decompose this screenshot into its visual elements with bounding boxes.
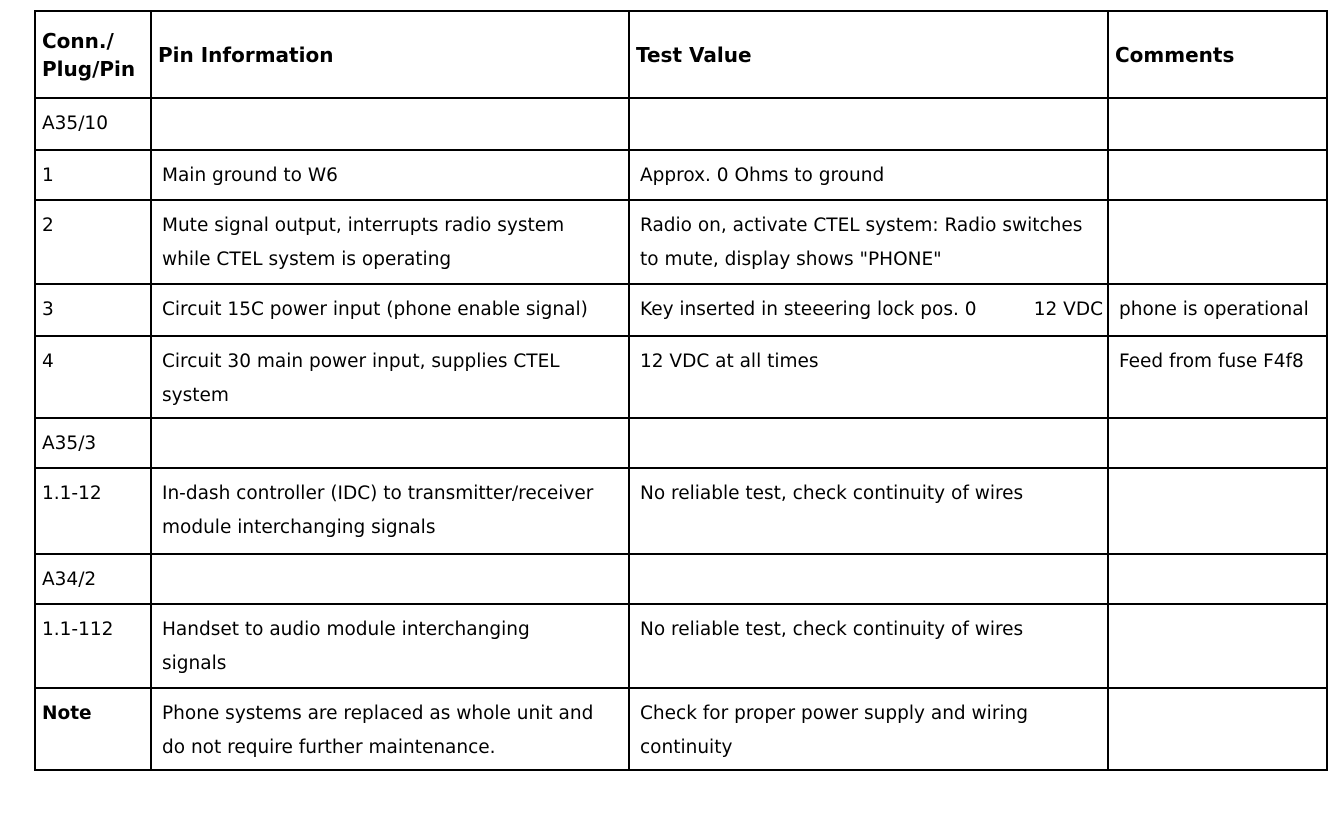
- pin-info-line: Circuit 15C power input (phone enable signal): [162, 299, 588, 320]
- table-row: [35, 336, 1327, 418]
- conn-cell: 1.1-12: [35, 468, 151, 554]
- pin-info-cell: [151, 418, 629, 468]
- pin-info-cell: [151, 284, 629, 336]
- table-row: [35, 98, 1327, 150]
- conn-cell: A35/10: [35, 98, 151, 150]
- pin-info-line: Circuit 30 main power input, supplies CTEL: [162, 351, 560, 372]
- pin-info-cell: [151, 604, 629, 688]
- test-value-cell: [629, 284, 1108, 336]
- conn-cell: Note: [35, 688, 151, 770]
- test-value-cell: [629, 554, 1108, 604]
- test-value-line: Check for proper power supply and wiring: [640, 703, 1029, 724]
- test-value-line: Radio on, activate CTEL system: Radio switches: [640, 215, 1083, 236]
- test-value-voltage: 12 VDC: [1033, 299, 1103, 320]
- test-value-line: 12 VDC at all times: [640, 351, 819, 372]
- pin-info-line: system: [162, 385, 229, 406]
- test-value-line: Approx. 0 Ohms to ground: [640, 165, 885, 186]
- header-conn-line1: Conn./: [42, 28, 114, 53]
- conn-cell: 4: [35, 336, 151, 418]
- pin-test-table: [34, 10, 1328, 771]
- table-row: [35, 468, 1327, 554]
- conn-cell: 1.1-112: [35, 604, 151, 688]
- pin-info-line: module interchanging signals: [162, 517, 436, 538]
- comments-cell: [1108, 150, 1327, 200]
- conn-cell: A35/3: [35, 418, 151, 468]
- pin-info-line: Phone systems are replaced as whole unit and: [162, 703, 594, 724]
- pin-info-line: while CTEL system is operating: [162, 249, 452, 270]
- test-value-cell: [629, 200, 1108, 284]
- conn-cell: A34/2: [35, 554, 151, 604]
- test-value-cell: [629, 336, 1108, 418]
- header-row: [35, 11, 1327, 98]
- comments-cell: phone is operational: [1108, 284, 1327, 336]
- pin-info-cell: [151, 688, 629, 770]
- test-value-condition: Key inserted in steeering lock pos. 0: [640, 299, 977, 320]
- conn-cell: 2: [35, 200, 151, 284]
- header-pin-information: Pin Information: [151, 11, 629, 98]
- pin-info-cell: [151, 200, 629, 284]
- pin-info-line: In-dash controller (IDC) to transmitter/receiver: [162, 483, 594, 504]
- pin-info-line: Mute signal output, interrupts radio system: [162, 215, 565, 236]
- pin-info-line: Handset to audio module interchanging: [162, 619, 530, 640]
- comments-cell: [1108, 200, 1327, 284]
- conn-cell: 1: [35, 150, 151, 200]
- header-conn-plug-pin: [35, 11, 151, 98]
- comments-cell: [1108, 418, 1327, 468]
- test-value-line: No reliable test, check continuity of wires: [640, 483, 1024, 504]
- conn-cell: 3: [35, 284, 151, 336]
- comments-cell: [1108, 688, 1327, 770]
- test-value-cell: [629, 418, 1108, 468]
- comments-cell: Feed from fuse F4f8: [1108, 336, 1327, 418]
- comments-cell: [1108, 468, 1327, 554]
- pin-info-line: Main ground to W6: [162, 165, 338, 186]
- test-value-line: [640, 293, 1107, 327]
- pin-info-line: signals: [162, 653, 227, 674]
- test-value-line: No reliable test, check continuity of wires: [640, 619, 1024, 640]
- pin-info-cell: [151, 150, 629, 200]
- comments-cell: [1108, 98, 1327, 150]
- pin-info-cell: [151, 554, 629, 604]
- pin-info-cell: [151, 468, 629, 554]
- test-value-line: to mute, display shows "PHONE": [640, 249, 942, 270]
- test-value-line: continuity: [640, 737, 733, 758]
- table-row: [35, 150, 1327, 200]
- test-value-cell: [629, 604, 1108, 688]
- header-test-value: Test Value: [629, 11, 1108, 98]
- comments-cell: [1108, 554, 1327, 604]
- header-comments: Comments: [1108, 11, 1327, 98]
- table-row: [35, 554, 1327, 604]
- table-row: [35, 284, 1327, 336]
- test-value-cell: [629, 98, 1108, 150]
- comments-cell: [1108, 604, 1327, 688]
- header-conn-line2: Plug/Pin: [42, 56, 136, 81]
- pin-info-line: do not require further maintenance.: [162, 737, 496, 758]
- table-row: [35, 688, 1327, 770]
- table-row: [35, 418, 1327, 468]
- table-row: [35, 604, 1327, 688]
- pin-info-cell: [151, 98, 629, 150]
- pin-info-cell: [151, 336, 629, 418]
- test-value-cell: [629, 150, 1108, 200]
- table-row: [35, 200, 1327, 284]
- test-value-cell: [629, 688, 1108, 770]
- test-value-cell: [629, 468, 1108, 554]
